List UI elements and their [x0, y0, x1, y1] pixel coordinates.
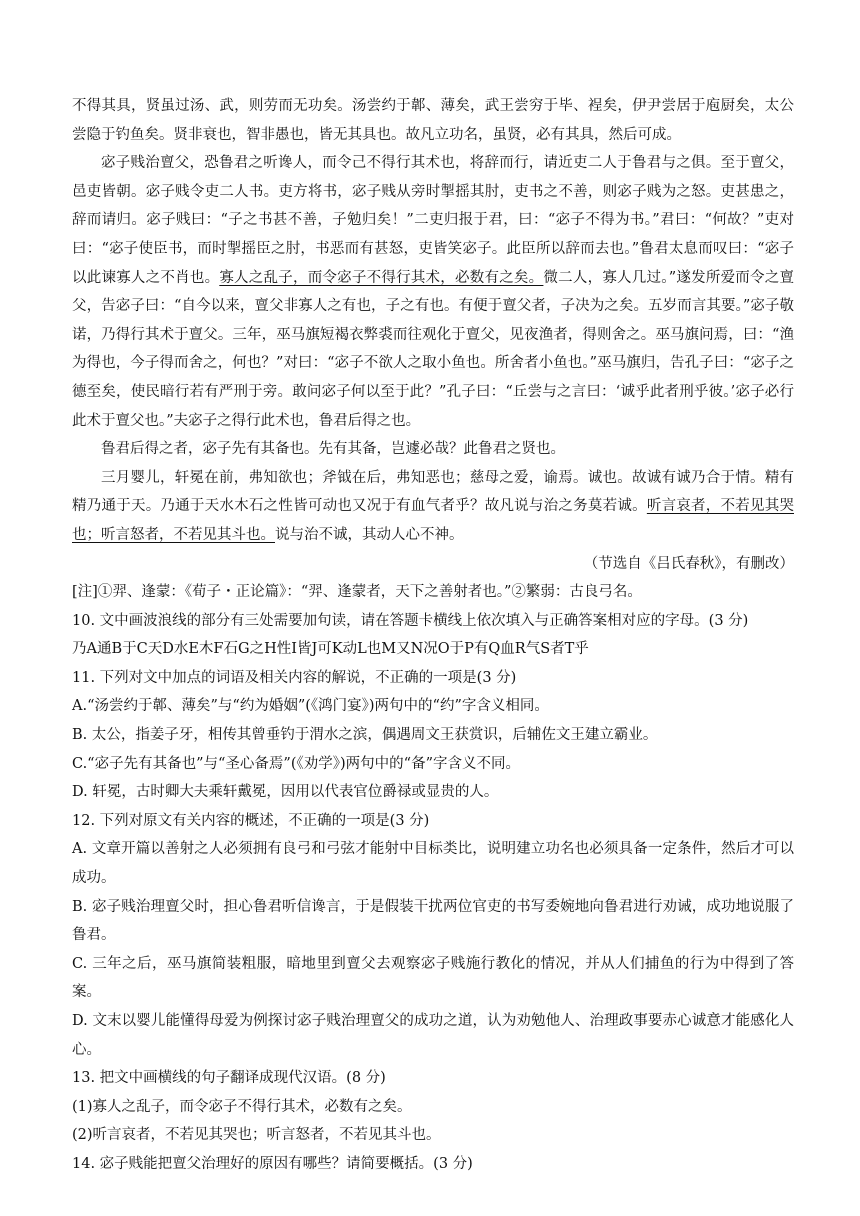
passage-text: 宓子贱治亶父，恐鲁君之听谗人，而令己不得行其术也，将辞而行，请近吏二人于鲁君与之俱。至于亶父，邑吏皆朝。宓子贱令吏二人书。吏方将书，宓子贱从旁时掣摇其肘，吏书之不善，则宓子贱为之怒。吏甚患之，辞而请归。宓子贱曰：“子之书甚不善，子勉归矣！”二吏归报于君，曰：“宓子不得为书。”君曰：“何故？”吏对曰：“宓子使臣书，而时掣摇臣之肘，书恶而有甚怒，吏皆笑宓子。此臣所以辞而去也。”鲁君太息而叹曰：“宓子以此谏寡人之不肖也。 — [72, 155, 794, 286]
passage-paragraph-4 — [72, 464, 794, 550]
question-13-sentence-1: (1)寡人之乱子，而令宓子不得行其术，必数有之矣。 — [72, 1098, 412, 1115]
passage-paragraph-1: 不得其具，贤虽过汤、武，则劳而无功矣。汤尝约于郼、薄矣，武王尝穷于毕、裎矣，伊尹尝居于庖厨矣，太公尝隐于钓鱼矣。贤非衰也，智非愚也，皆无其具也。故凡立功名，虽贤，必有其具，然后可成。 — [72, 98, 794, 143]
question-14-stem: 14. 宓子贱能把亶父治理好的原因有哪些？请简要概括。(3 分) — [72, 1155, 473, 1172]
question-10-stem: 10. 文中画波浪线的部分有三处需要加句读，请在答题卡横线上依次填入与正确答案相对应的字母。(3 分) — [72, 612, 749, 629]
passage-paragraph-3: 鲁君后得之者，宓子先有其备也。先有其备，岂遽必哉？此鲁君之贤也。 — [101, 441, 565, 458]
question-11-option-b: B. 太公，指姜子牙，相传其曾垂钓于渭水之滨，偶遇周文王获赏识，后辅佐文王建立霸业。 — [72, 727, 658, 744]
question-11-option-c: C.“宓子先有其备也”与“圣心备焉”(《劝学》)两句中的“备”字含义不同。 — [72, 755, 520, 772]
question-13-sentence-2: (2)听言哀者，不若见其哭也；听言怒者，不若见其斗也。 — [72, 1127, 441, 1144]
passage-text: 微二人，寡人几过。”遂发所爱而令之亶父，告宓子曰：“自今以来，亶父非寡人之有也，子之有也。有便于亶父者，子决为之矣。五岁而言其要。”宓子敬诺，乃得行其术于亶父。三年，巫马旗短褐衣弊裘而往观化于亶父，见夜渔者，得则舍之。巫马旗问焉，曰：“渔为得也，今子得而舍之，何也？”对曰：“宓子不欲人之取小鱼也。所舍者小鱼也。”巫马旗归，告孔子曰：“宓子之德至矣，使民暗行若有严刑于旁。敢问宓子何以至于此？”孔子曰：“丘尝与之言曰：‘诚乎此者刑乎彼。’宓子必行此术于亶父也。”夫宓子之得行此术也，鲁君后得之也。 — [72, 269, 794, 429]
question-10-options: 乃A通B于C天D水E木F石G之H性I皆J可K动L也M又N况O于P有Q血R气S者T乎 — [72, 641, 589, 658]
annotation-note: [注]①羿、逢蒙：《荀子・正论篇》：“羿、逢蒙者，天下之善射者也。”②繁弱：古良弓名。 — [72, 584, 642, 601]
question-12-option-d: D. 文末以婴儿能懂得母爱为例探讨宓子贱治理亶父的成功之道，认为劝勉他人、治理政事要赤心诚意才能感化人心。 — [72, 1013, 794, 1058]
exam-page — [72, 92, 794, 1179]
question-11-stem: 11. 下列对文中加点的词语及相关内容的解说，不正确的一项是(3 分) — [72, 669, 517, 686]
question-12-stem: 12. 下列对原文有关内容的概述，不正确的一项是(3 分) — [72, 812, 430, 829]
question-11-option-d: D. 轩冕，古时卿大夫乘轩戴冕，因用以代表官位爵禄或显贵的人。 — [72, 784, 499, 801]
question-12-option-c: C. 三年之后，巫马旗简装粗服，暗地里到亶父去观察宓子贱施行教化的情况，并从人们捕鱼的行为中得到了答案。 — [72, 955, 794, 1001]
passage-paragraph-2 — [72, 149, 794, 435]
question-13-stem: 13. 把文中画横线的句子翻译成现代汉语。(8 分) — [72, 1070, 386, 1087]
underlined-sentence-1: 寡人之乱子，而令宓子不得行其术，必数有之矣。 — [219, 269, 544, 286]
question-12-option-a: A. 文章开篇以善射之人必须拥有良弓和弓弦才能射中目标类比，说明建立功名也必须具备一定条件，然后才可以成功。 — [72, 841, 794, 887]
underlined-sentence-2: 听言哀者，不若见其哭也；听言怒者，不若见其斗也。 — [72, 498, 794, 543]
question-11-option-a: A.“汤尝约于郼、薄矣”与“约为婚姻”(《鸿门宴》)两句中的“约”字含义相同。 — [72, 698, 549, 715]
passage-text: 说与治不诚，其动人心不神。 — [275, 526, 464, 543]
source-citation: （节选自《吕氏春秋》，有删改） — [583, 555, 794, 572]
question-12-option-b: B. 宓子贱治理亶父时，担心鲁君听信谗言，于是假装干扰两位官吏的书写委婉地向鲁君进行劝诫，成功地说服了鲁君。 — [72, 898, 794, 944]
passage-text: 三月婴儿，轩冕在前，弗知欲也；斧钺在后，弗知恶也；慈母之爱，谕焉。诚也。故诚有诚乃合于情。精有精乃通于天。乃通于天水木石之性皆可动也又况于有血气者乎？故凡说与治之务莫若诚。 — [72, 469, 794, 515]
